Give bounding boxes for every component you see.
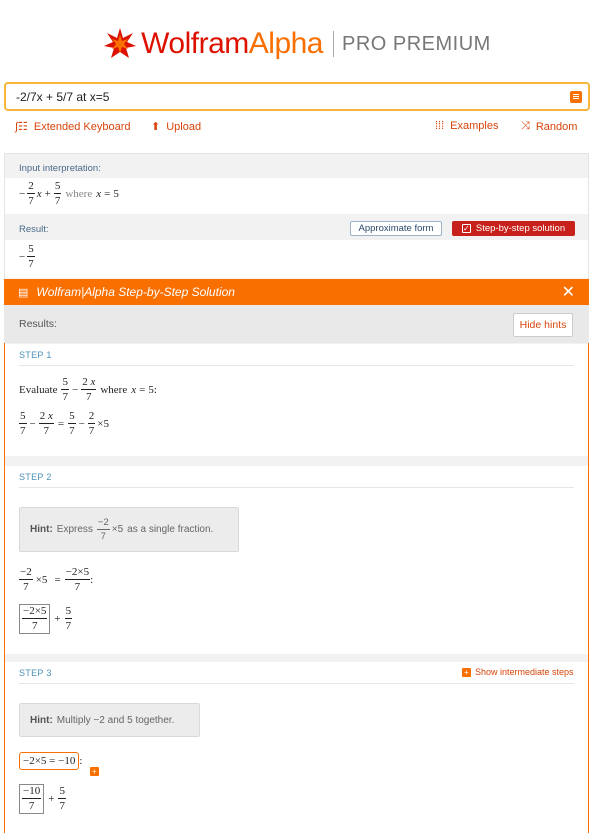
upload-icon: ⬆ (151, 121, 161, 133)
wolframalpha-logo (0, 24, 594, 64)
step-3-result: $\frac{-10}{7}$ + $\frac{5}{7}$ (19, 784, 66, 814)
logo-wolfram-text: Wolfram (141, 27, 249, 60)
step-3-product: −2×5 = −10 : (19, 752, 82, 770)
step-2-equation: $\frac{-2}{7}$ ×5 = $\frac{-2\times 5}{7}$ : (20, 566, 94, 593)
logo-alpha-text: Alpha (248, 27, 323, 60)
step-2-result: $\frac{-2\times 5}{7}$ + $\frac{5}{7}$ (19, 604, 72, 634)
result-pod (5, 240, 588, 278)
step-by-step-title-text: Wolfram|Alpha Step-by-Step Solution (36, 285, 235, 299)
compute-button[interactable] (570, 91, 582, 103)
notebook-icon: ▤ (18, 286, 29, 299)
hint-bold: Hint: (30, 714, 53, 726)
approximate-form-button[interactable]: Approximate form (350, 221, 442, 236)
extended-keyboard-label: Extended Keyboard (33, 120, 131, 133)
step-3-hint (19, 703, 200, 737)
close-icon[interactable]: ✕ (561, 284, 575, 301)
step-1-label: STEP 1 (19, 350, 52, 360)
step-by-step-button[interactable] (452, 221, 575, 236)
step-1-instruction: Evaluate $\frac{5}{7}$ − $\frac{2 x}{7}$ where x = 5: (19, 376, 157, 403)
step-2-divider (19, 487, 574, 488)
shuffle-icon: ⤨ (521, 120, 530, 132)
step-2-label: STEP 2 (19, 472, 52, 482)
extended-keyboard-button[interactable] (15, 120, 131, 133)
hint-bold: Hint: (30, 524, 53, 535)
step-1-divider (19, 365, 574, 366)
grid-icon: ⁞⁞⁞ (435, 120, 445, 132)
input-interpretation-label: Input interpretation: (19, 163, 101, 174)
step-2-card (5, 466, 588, 654)
keyboard-icon: ∫☷ (15, 121, 28, 133)
step-3-label: STEP 3 (19, 668, 52, 678)
hide-hints-button[interactable]: Hide hints (513, 313, 573, 337)
step-1-card (5, 344, 588, 456)
examples-button[interactable] (435, 120, 498, 132)
where-text: where (65, 188, 93, 200)
hint-text-pre: Express (56, 524, 93, 535)
results-label: Results: (19, 318, 57, 330)
result-math: − $\frac{5}{7}$ (19, 243, 34, 270)
evaluate-text: Evaluate (19, 384, 58, 396)
product-expression[interactable]: −2×5 = −10 (19, 752, 79, 770)
expand-plus-icon[interactable]: + (90, 767, 99, 776)
hint-text-post: as a single fraction. (127, 524, 214, 535)
step-1-where: where (100, 384, 128, 396)
logo-tier-text: PRO PREMIUM (342, 32, 491, 55)
checkbox-icon: ✓ (463, 224, 470, 233)
random-button[interactable] (521, 120, 577, 133)
logo-divider (333, 31, 334, 57)
input-interpretation-math: − $\frac{2}{7}$ x + $\frac{5}{7}$ where x = 5 (19, 180, 119, 207)
input-interpretation-pod (5, 178, 588, 214)
random-label: Random (535, 120, 578, 133)
results-row (4, 305, 589, 343)
step-3-card (5, 662, 588, 833)
query-input-box[interactable] (4, 82, 590, 111)
show-intermediate-label: Show intermediate steps (475, 667, 574, 677)
upload-button[interactable] (151, 120, 201, 133)
show-intermediate-steps-button[interactable] (462, 667, 574, 677)
step-1-equation: $\frac{5}{7}$ − $\frac{2 x}{7}$ = $\frac{5}{7}$ − $\frac{2}{7}$ ×5 (20, 410, 110, 437)
plus-icon: + (462, 668, 471, 677)
examples-label: Examples (450, 120, 499, 132)
query-input[interactable]: -2/7x + 5/7 at x=5 (16, 90, 110, 104)
step-by-step-label: Step-by-step solution (475, 223, 566, 234)
wolfram-spikey-icon (103, 27, 137, 61)
step-3-divider (19, 683, 574, 684)
step-by-step-header (4, 279, 589, 305)
result-label: Result: (19, 224, 49, 235)
upload-label: Upload (166, 120, 202, 133)
hint-text: Multiply −2 and 5 together. (56, 714, 175, 726)
step-2-hint: Hint: Express $\frac{-2}{7}$ ×5 as a single fraction. (19, 507, 239, 552)
step-by-step-title (18, 285, 235, 299)
